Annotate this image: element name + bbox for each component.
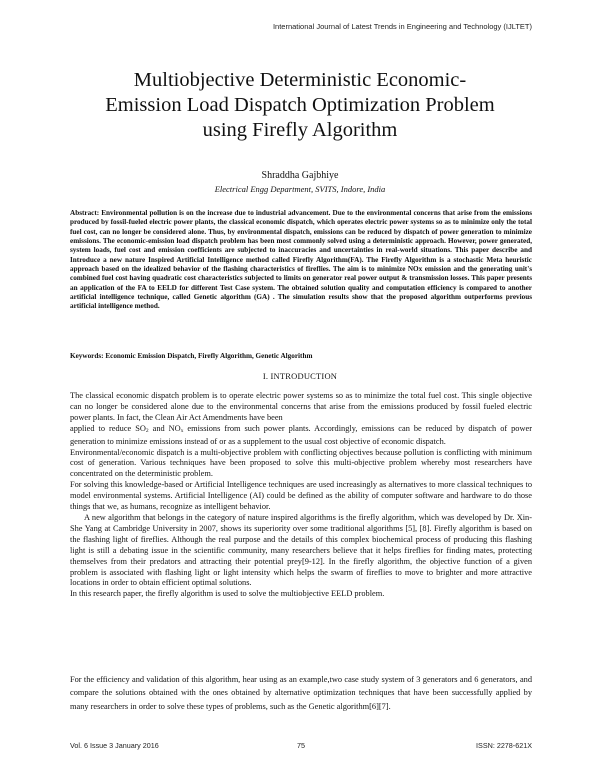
footer-issn: ISSN: 2278-621X: [476, 741, 532, 750]
introduction-body: [70, 391, 532, 600]
paragraph: A new algorithm that belongs in the category of nature inspired algorithms is the firefly algorithm, which was developed by Dr. Xin-She Yang at Cambridge University in 2007, shows its superiority over some traditional algorithms [5], [8]. Firefly algorithm is based on the flashing light of fireflies. Although the real purpose and the details of this complex biochemical process of producing this flashing light is still a debating issue in the scientific community, many researchers believe that it helps fireflies for finding mates, protecting themselves from their predators and attracting their potential prey[9-12]. In the firefly algorithm, the objective function of a given problem is associated with flashing light or light intensity which helps the swarm of fireflies to move to brighter and more attractive locations in order to obtain efficient optimal solutions.: [70, 512, 532, 588]
author-name: Shraddha Gajbhiye: [261, 170, 339, 181]
paper-title: [60, 68, 540, 143]
section-heading-introduction: I. INTRODUCTION: [262, 371, 338, 381]
paragraph: applied to reduce $SO_2$ and $NO_x$ emissions from such power plants. Accordingly, emissions can be reduced by dispatch of power generation to minimize emissions instead of or as a supplement to the usual cost objective of economic dispatch.: [70, 423, 532, 446]
title-line: Multiobjective Deterministic Economic-: [133, 69, 467, 91]
keywords: Keywords: Economic Emission Dispatch, Firefly Algorithm, Genetic Algorithm: [70, 352, 313, 360]
introduction-body-continued: [70, 673, 532, 713]
title-line: using Firefly Algorithm: [202, 119, 398, 141]
paragraph: For solving this knowledge-based or Artificial Intelligence techniques are used increasingly as alternatives to more classical techniques to model environmental systems. Artificial Intelligence (AI) could be defined as the ability of computer software and hardware to do those things that we, as humans, recognize as intelligent behavior.: [70, 480, 532, 512]
paragraph: In this research paper, the firefly algorithm is used to solve the multiobjective EELD problem.: [70, 589, 385, 599]
author-affiliation: Electrical Engg Department, SVITS, Indore, India: [214, 184, 386, 194]
paragraph: The classical economic dispatch problem is to operate electric power systems so as to minimize the total fuel cost. This single objective can no longer be considered alone due to the environmental concerns that arise from the emissions produced by fossil fueled electric power plants. In fact, the Clean Air Act Amendments have been: [70, 391, 532, 422]
footer-volume: Vol. 6 Issue 3 January 2016: [70, 741, 159, 750]
journal-header: International Journal of Latest Trends in Engineering and Technology (IJLTET): [272, 22, 532, 31]
title-line: Emission Load Dispatch Optimization Problem: [105, 94, 495, 116]
footer-page-number: 75: [297, 741, 305, 750]
abstract: Abstract: Environmental pollution is on the increase due to industrial advancement. Due to the environmental concerns that arise from the emissions produced by fossil-fueled electric power plants, the classical economic dispatch, which operates electric power systems so as to minimize only the total fuel cost, can no longer be considered alone. Thus, by environmental dispatch, emissions can be reduced by dispatch of power generation to minimize emissions. The economic-emission load dispatch problem has been most commonly solved using a deterministic approach. However, power generated, system loads, fuel cost and emission coefficients are subjected to inaccuracies and uncertainties in real-world situations. This paper describe and Introduce a new nature Inspired Artificial Intelligence method called Firefly Algorithm(FA). The Firefly Algorithm is a stochastic Meta heuristic approach based on the idealized behavior of the flashing characteristics of fireflies. The aim is to minimize NOx emission and the generating unit's combined fuel cost having quadratic cost characteristics subjected to limits on generator real power output & transmission losses. This paper presents an application of the FA to EELD for different Test Case system. The obtained solution quality and computation efficiency is compared to another artificial intelligence technique, called Genetic algorithm (GA) . The simulation results show that the proposed algorithm outperforms previous artificial intelligence method.: [70, 209, 532, 311]
paragraph: Environmental/economic dispatch is a multi-objective problem with conflicting objectives because pollution is conflicting with minimum cost of generation. Various techniques have been proposed to solve this multi-objective problem whereby most researchers have concentrated on the deterministic problem.: [70, 447, 532, 479]
paragraph: For the efficiency and validation of this algorithm, hear using as an example,two case study system of 3 generators and 6 generators, and compare the solutions obtained with the ones obtained by alternative optimization techniques that have been successfully applied by many researchers in order to solve these types of problems, such as the Genetic algorithm[6][7].: [70, 675, 532, 711]
